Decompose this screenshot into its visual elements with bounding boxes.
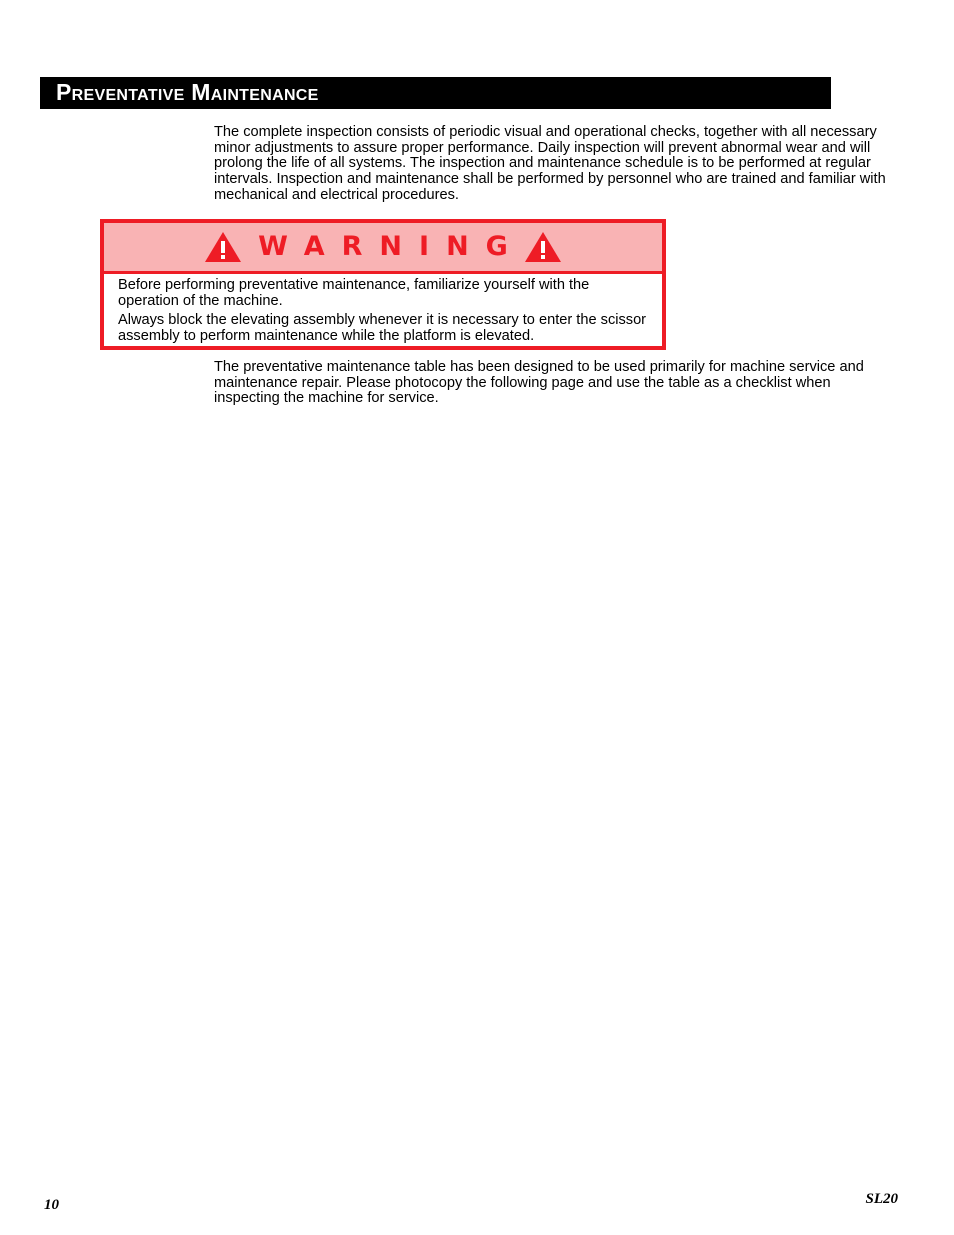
warning-box [100, 219, 666, 350]
warning-triangle-icon [524, 231, 562, 263]
intro-paragraph: The complete inspection consists of periodic visual and operational checks, together with all necessary minor adjustments to assure proper performance. Daily inspection will prevent abnormal wear and will prolong the life of all systems. The inspection and maintenance schedule is to be performed at regular intervals. Inspection and maintenance shall be performed by personnel who are trained and familiar with mechanical and electrical procedures. [214, 124, 886, 203]
warning-label: WARNING [258, 231, 525, 262]
section-header-bar [40, 77, 831, 109]
warning-triangle-icon [204, 231, 242, 263]
warning-message: Before performing preventative maintenance, familiarize yourself with the operation of the machine. [118, 277, 590, 309]
warning-body [104, 274, 662, 345]
warning-message: Always block the elevating assembly whenever it is necessary to enter the scissor assembly to perform maintenance while the platform is elevated. [118, 312, 647, 345]
closing-paragraph: The preventative maintenance table has been designed to be used primarily for machine service and maintenance repair. Please photocopy the following page and use the table as a checklist when inspecting the machine for service. [214, 359, 864, 407]
page-number: 10 [44, 1197, 59, 1213]
warning-header [104, 223, 662, 274]
section-title: Preventative Maintenance [56, 79, 319, 105]
model-label: SL20 [865, 1191, 898, 1207]
